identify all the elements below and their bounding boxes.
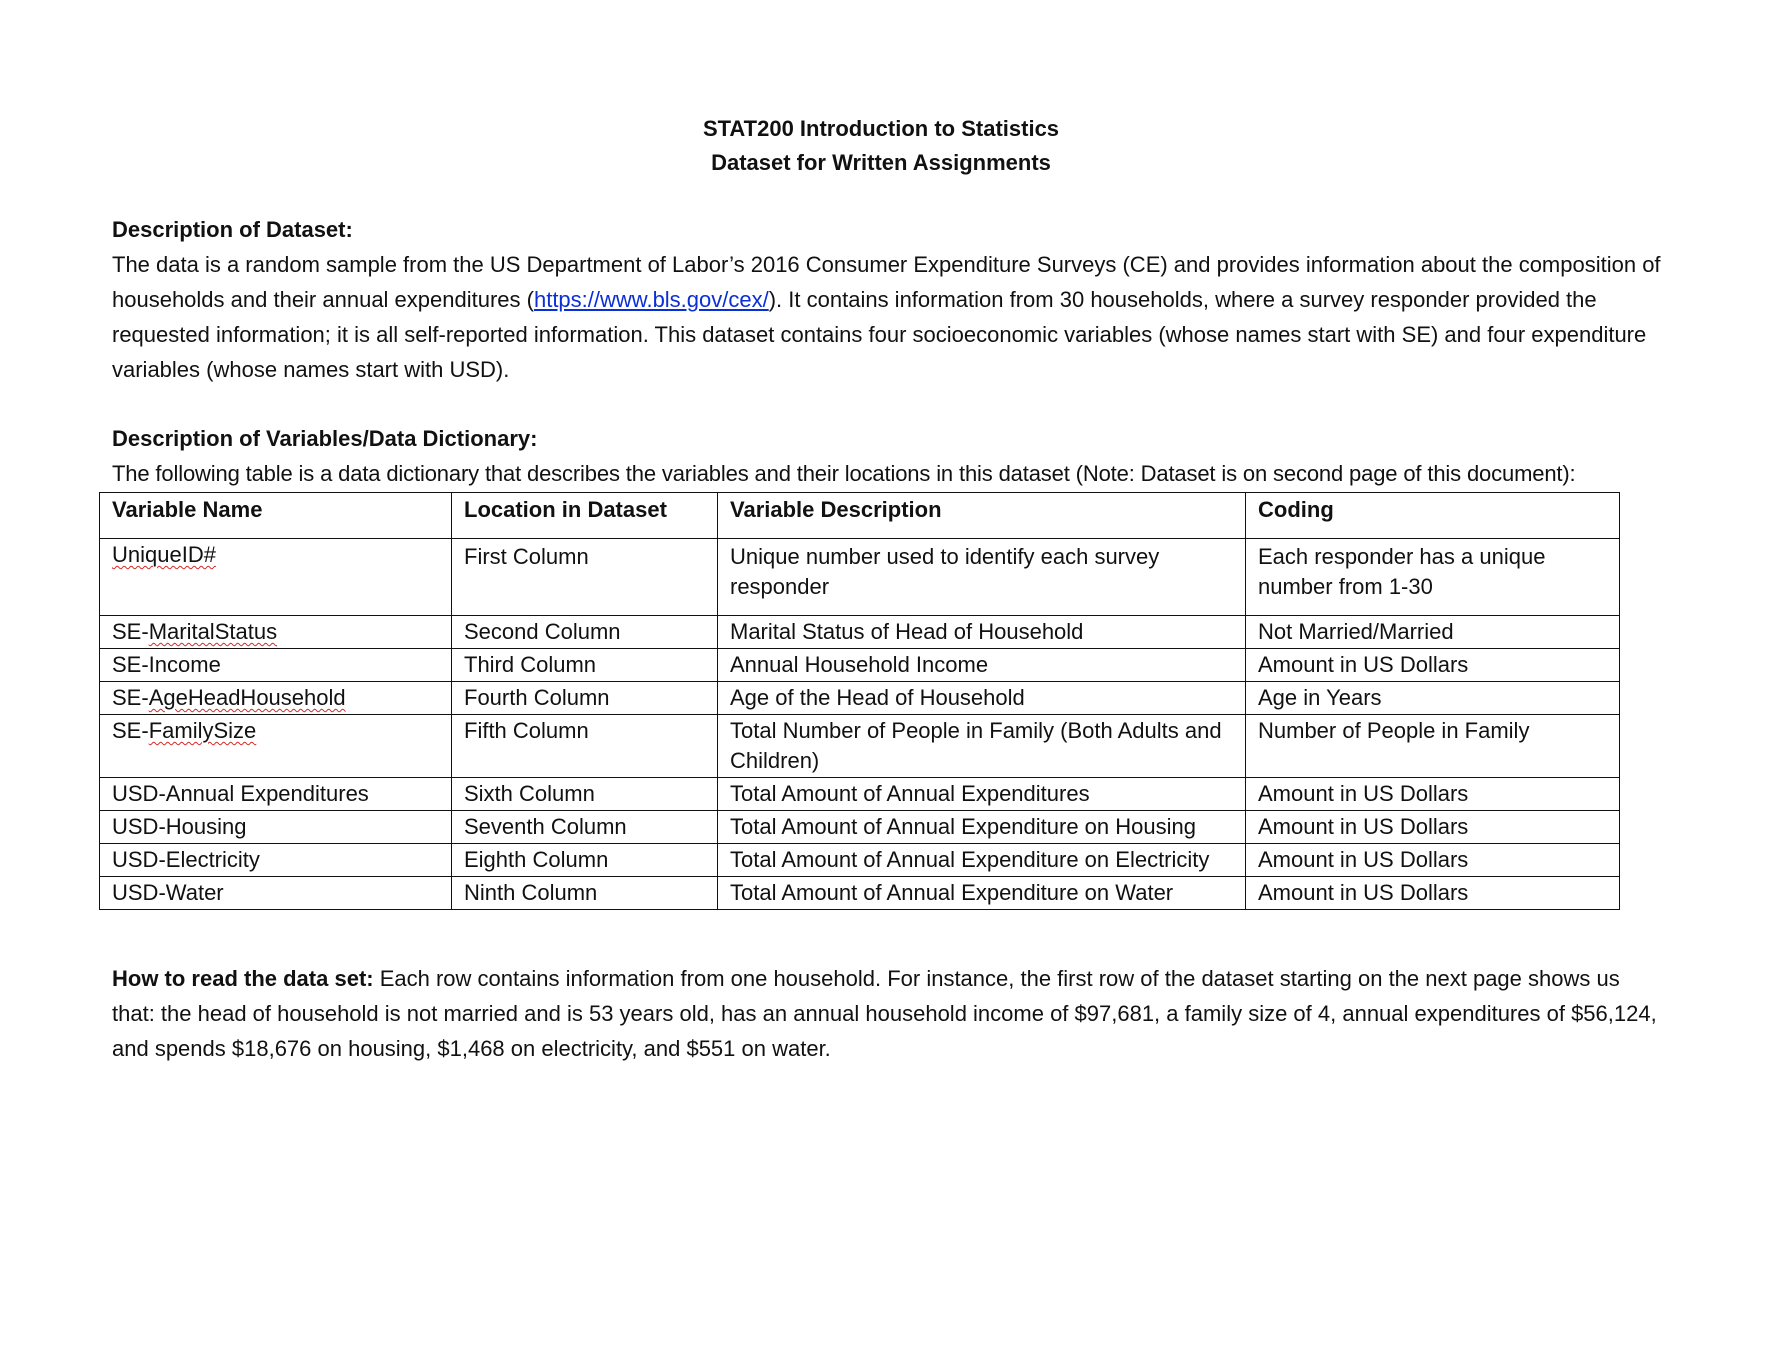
cell-coding: Amount in US Dollars bbox=[1246, 877, 1620, 910]
table-row bbox=[100, 778, 1620, 811]
cell-description: Unique number used to identify each survey responder bbox=[718, 539, 1246, 616]
cell-description: Marital Status of Head of Household bbox=[718, 616, 1246, 649]
header-description: Variable Description bbox=[718, 493, 1246, 539]
cell-description: Age of the Head of Household bbox=[718, 682, 1246, 715]
cell-location: Fourth Column bbox=[452, 682, 718, 715]
dictionary-section bbox=[112, 422, 1712, 491]
bls-cex-link[interactable]: https://www.bls.gov/cex/ bbox=[533, 287, 769, 312]
cell-location: Sixth Column bbox=[452, 778, 718, 811]
table-row bbox=[100, 715, 1620, 778]
dataset-description-section bbox=[112, 213, 1672, 387]
data-dictionary-table bbox=[99, 492, 1620, 910]
cell-description: Total Amount of Annual Expenditure on Electricity bbox=[718, 844, 1246, 877]
title-line-2: Dataset for Written Assignments bbox=[711, 150, 1051, 175]
table-row bbox=[100, 877, 1620, 910]
cell-coding: Amount in US Dollars bbox=[1246, 778, 1620, 811]
table-row bbox=[100, 649, 1620, 682]
cell-description: Total Amount of Annual Expenditures bbox=[718, 778, 1246, 811]
cell-variable-name: USD-Water bbox=[100, 877, 452, 910]
dictionary-heading: Description of Variables/Data Dictionary: bbox=[112, 426, 538, 451]
table-row bbox=[100, 539, 1620, 616]
cell-coding: Age in Years bbox=[1246, 682, 1620, 715]
table-header-row bbox=[100, 493, 1620, 539]
cell-variable-name: SE-MaritalStatus bbox=[100, 616, 452, 649]
description-text-before-link: The data is a random sample from the US Department of Labor’s 2016 Consumer Expenditure Surveys (CE) and provides information about the composition of households and their annual expenditures ( bbox=[112, 252, 1661, 312]
cell-description: Annual Household Income bbox=[718, 649, 1246, 682]
how-to-read-label: How to read the data set: bbox=[112, 966, 374, 991]
table-row bbox=[100, 844, 1620, 877]
cell-location: Ninth Column bbox=[452, 877, 718, 910]
cell-coding: Amount in US Dollars bbox=[1246, 811, 1620, 844]
how-to-read-paragraph bbox=[112, 961, 1664, 1066]
cell-description: Total Amount of Annual Expenditure on Housing bbox=[718, 811, 1246, 844]
dictionary-intro: The following table is a data dictionary that describes the variables and their locations in this dataset (Note: Dataset is on second page of this document): bbox=[112, 461, 1576, 486]
dataset-description-paragraph bbox=[112, 247, 1672, 387]
cell-location: Seventh Column bbox=[452, 811, 718, 844]
dataset-description-heading: Description of Dataset: bbox=[112, 217, 353, 242]
cell-coding: Each responder has a unique number from 1-30 bbox=[1246, 539, 1620, 616]
cell-coding: Amount in US Dollars bbox=[1246, 649, 1620, 682]
spellcheck-underlined-text: FamilySize bbox=[148, 718, 257, 743]
cell-variable-name: SE-Income bbox=[100, 649, 452, 682]
cell-variable-name: SE-FamilySize bbox=[100, 715, 452, 778]
spellcheck-underlined-text: UniqueID# bbox=[112, 542, 216, 567]
cell-location: Second Column bbox=[452, 616, 718, 649]
cell-coding: Amount in US Dollars bbox=[1246, 844, 1620, 877]
table-row bbox=[100, 616, 1620, 649]
cell-variable-name bbox=[100, 539, 452, 616]
spellcheck-underlined-text: AgeHeadHousehold bbox=[148, 685, 346, 710]
cell-description: Total Amount of Annual Expenditure on Water bbox=[718, 877, 1246, 910]
table-row bbox=[100, 811, 1620, 844]
header-coding: Coding bbox=[1246, 493, 1620, 539]
header-variable-name: Variable Name bbox=[100, 493, 452, 539]
title-line-1: STAT200 Introduction to Statistics bbox=[702, 116, 1060, 141]
cell-description: Total Number of People in Family (Both Adults and Children) bbox=[718, 715, 1246, 778]
cell-variable-name: USD-Housing bbox=[100, 811, 452, 844]
cell-variable-name: USD-Electricity bbox=[100, 844, 452, 877]
header-location: Location in Dataset bbox=[452, 493, 718, 539]
table-row bbox=[100, 682, 1620, 715]
cell-location: Eighth Column bbox=[452, 844, 718, 877]
cell-coding: Number of People in Family bbox=[1246, 715, 1620, 778]
document-title bbox=[0, 112, 1762, 180]
cell-variable-name: SE-AgeHeadHousehold bbox=[100, 682, 452, 715]
cell-location: Fifth Column bbox=[452, 715, 718, 778]
how-to-read-text: Each row contains information from one household. For instance, the first row of the dataset starting on the next page shows us that: the head of household is not married and is 53 years old, has an annual household income of $97,681, a family size of 4, annual expenditures of $56,124, and spends $18,676 on housing, $1,468 on electricity, and $551 on water. bbox=[112, 966, 1657, 1061]
how-to-read-section bbox=[112, 961, 1664, 1066]
cell-location: First Column bbox=[452, 539, 718, 616]
cell-variable-name: USD-Annual Expenditures bbox=[100, 778, 452, 811]
description-text-after-link: ). It contains information from 30 households, where a survey responder provided the requested information; it is all self-reported information. This dataset contains four socioeconomic variables (whose names start with SE) and four expenditure variables (whose names start with USD). bbox=[112, 287, 1647, 382]
cell-coding: Not Married/Married bbox=[1246, 616, 1620, 649]
cell-location: Third Column bbox=[452, 649, 718, 682]
spellcheck-underlined-text: MaritalStatus bbox=[148, 619, 278, 644]
